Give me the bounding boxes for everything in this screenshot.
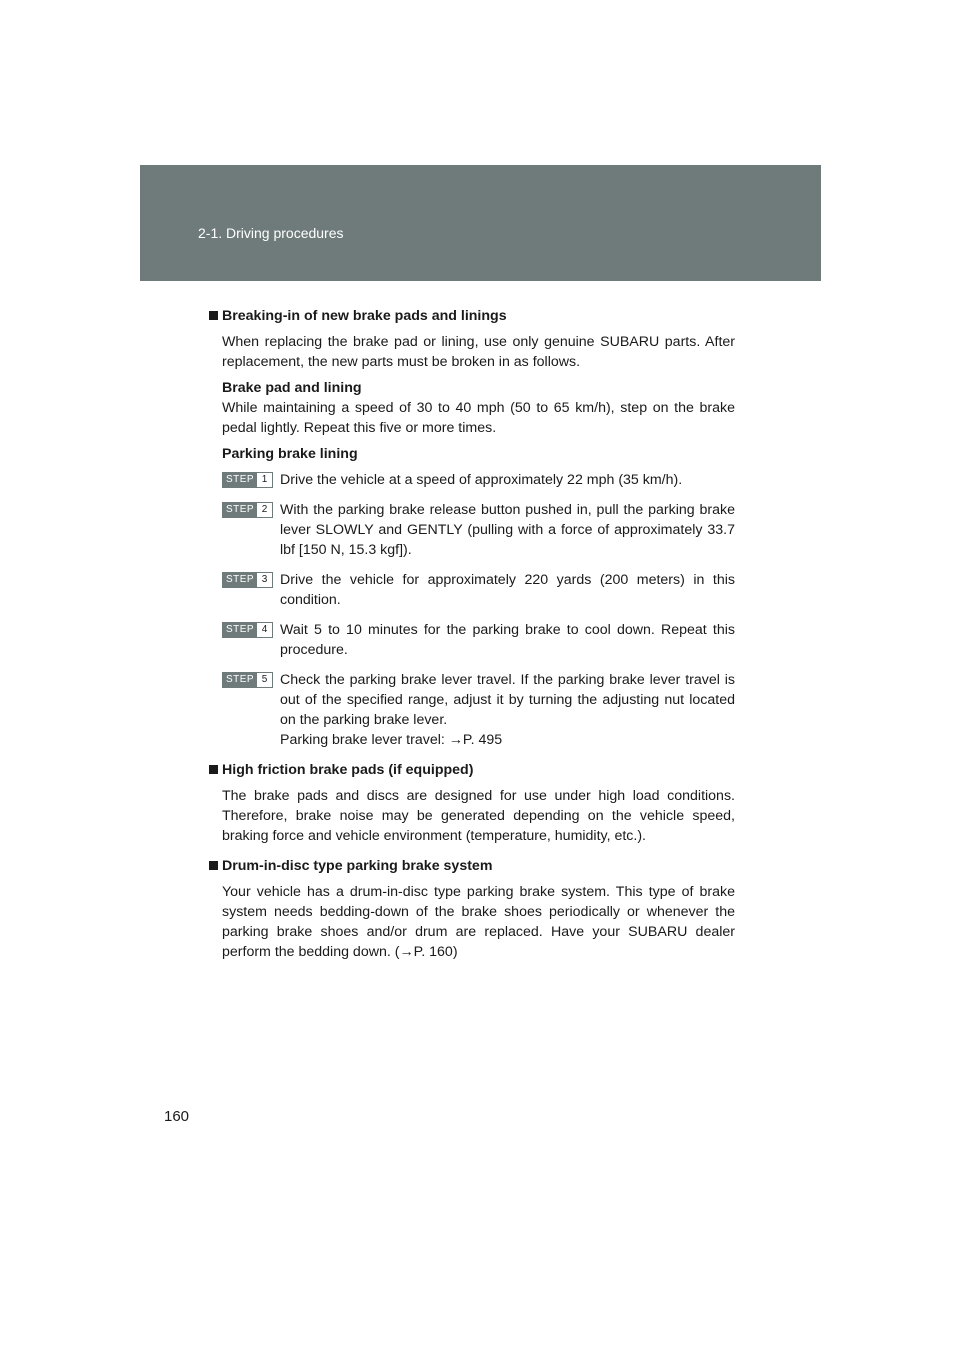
page-number: 160	[164, 1108, 190, 1125]
square-bullet-icon	[209, 311, 218, 320]
page-content	[222, 306, 735, 962]
step-badge: STEP 1	[222, 472, 273, 488]
step-badge: STEP 2	[222, 502, 273, 518]
step-badge: STEP 4	[222, 622, 273, 638]
section-title: 2-1. Driving procedures	[198, 225, 344, 241]
step-text: Drive the vehicle for approximately 220 yards (200 meters) in this condition.	[280, 572, 735, 608]
step-badge: STEP 5	[222, 672, 273, 688]
square-bullet-icon	[209, 861, 218, 870]
step-text: Drive the vehicle at a speed of approximately 22 mph (35 km/h).	[280, 472, 683, 488]
section-heading-breaking-in: Breaking-in of new brake pads and linings	[222, 306, 735, 326]
section-heading-drum-in-disc: Drum-in-disc type parking brake system	[222, 856, 735, 876]
step-item	[222, 620, 735, 660]
step-badge: STEP 3	[222, 572, 273, 588]
square-bullet-icon	[209, 765, 218, 774]
step-item	[222, 670, 735, 750]
step-item	[222, 570, 735, 610]
step-text: Wait 5 to 10 minutes for the parking brake to cool down. Repeat this procedure.	[280, 622, 735, 658]
high-friction-text: The brake pads and discs are designed for use under high load conditions. Therefore, brake noise may be generated depending on the vehicle speed, braking force and vehicle environment (temperature, humidity, etc.).	[222, 788, 735, 844]
brake-pad-text: While maintaining a speed of 30 to 40 mph (50 to 65 km/h), step on the brake pedal lightly. Repeat this five or more times.	[222, 400, 735, 436]
drum-in-disc-text: Your vehicle has a drum-in-disc type parking brake system. This type of brake system needs bedding-down of the brake shoes periodically or whenever the parking brake shoes and/or drum are replaced. Have your SUBARU dealer perform the bedding down. (→P. 160)	[222, 884, 735, 960]
step-text: Check the parking brake lever travel. If the parking brake lever travel is out of the specified range, adjust it by turning the adjusting nut located on the parking brake lever.	[280, 672, 735, 728]
brake-pad-heading: Brake pad and lining	[222, 380, 362, 396]
section-heading-high-friction: High friction brake pads (if equipped)	[222, 760, 735, 780]
section-header-bar	[140, 165, 821, 281]
step-text: With the parking brake release button pushed in, pull the parking brake lever SLOWLY and GENTLY (pulling with a force of approximately 33.7 lbf [150 N, 15.3 kgf]).	[280, 502, 735, 558]
parking-brake-lining-heading: Parking brake lining	[222, 446, 358, 462]
step-item	[222, 470, 735, 490]
step-reference: Parking brake lever travel: →P. 495	[280, 732, 503, 748]
step-item	[222, 500, 735, 560]
breaking-in-intro: When replacing the brake pad or lining, use only genuine SUBARU parts. After replacement, the new parts must be broken in as follows.	[222, 334, 735, 370]
